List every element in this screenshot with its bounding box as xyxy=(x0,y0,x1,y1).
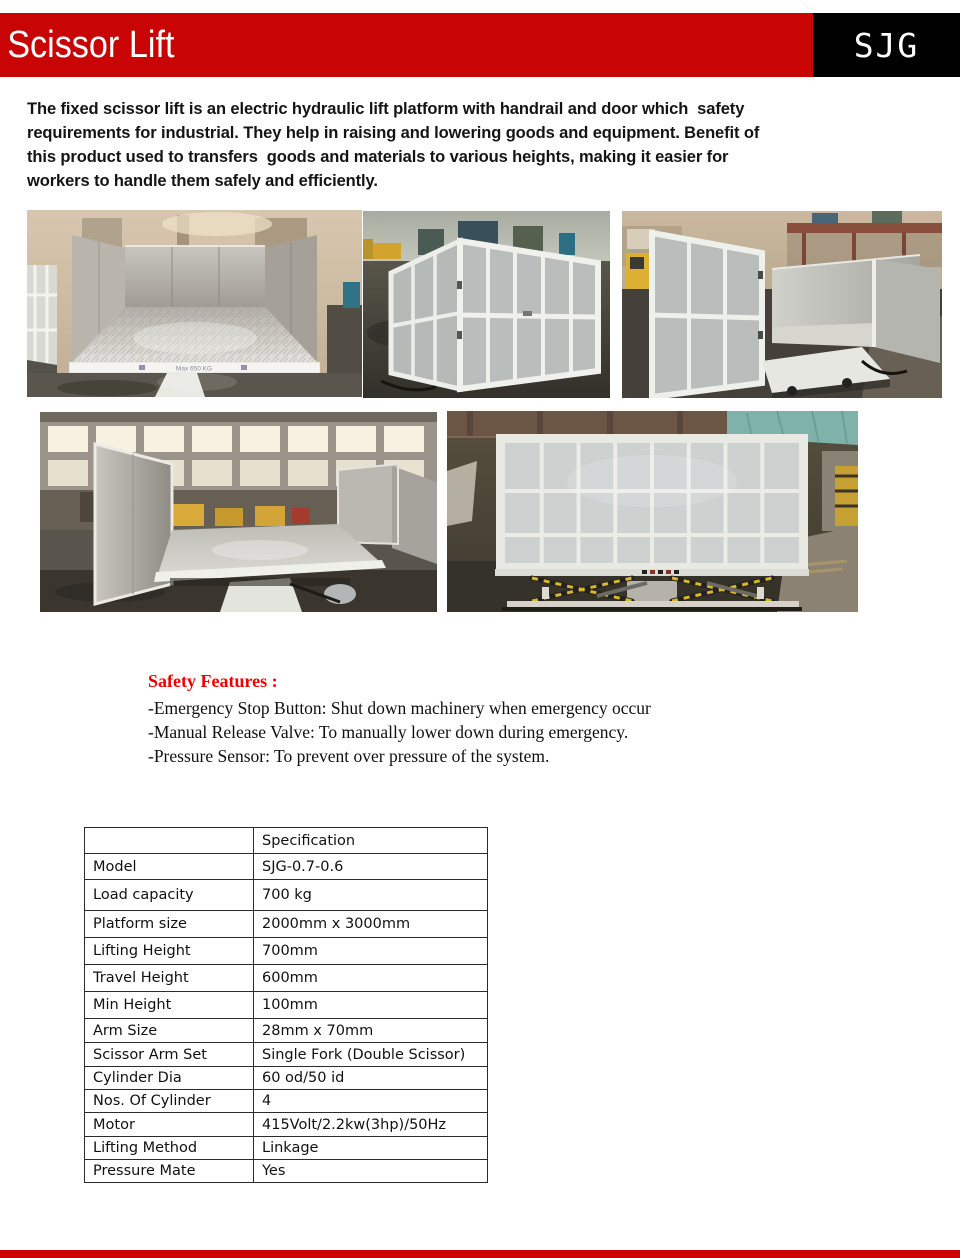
footer-accent-bar xyxy=(0,1250,960,1258)
spec-label: Nos. Of Cylinder xyxy=(85,1090,254,1113)
table-row xyxy=(85,880,488,911)
spec-value: Linkage xyxy=(254,1137,488,1160)
spec-value: 700mm xyxy=(254,938,488,965)
description-line: this product used to transfers goods and materials to various heights, making it easier for xyxy=(27,148,729,166)
spec-label: Pressure Mate xyxy=(85,1160,254,1183)
spec-header-empty-cell xyxy=(85,828,254,854)
spec-value: Yes xyxy=(254,1160,488,1183)
table-row xyxy=(85,1137,488,1160)
spec-value: 4 xyxy=(254,1090,488,1113)
specification-table xyxy=(84,827,488,1183)
safety-item: -Pressure Sensor: To prevent over pressure of the system. xyxy=(148,746,550,766)
spec-label: Load capacity xyxy=(85,880,254,911)
table-row xyxy=(85,992,488,1019)
spec-value: 700 kg xyxy=(254,880,488,911)
description-line: workers to handle them safely and efficiently. xyxy=(27,172,378,190)
photo-platform-gates-open xyxy=(40,412,437,612)
header-red-strip xyxy=(0,13,813,77)
photo-platform-front-open xyxy=(27,210,362,397)
photo-cage-open-walls xyxy=(622,211,942,398)
safety-features-heading: Safety Features : xyxy=(148,671,278,691)
spec-header-cell: Specification xyxy=(254,828,488,854)
spec-label: Platform size xyxy=(85,911,254,938)
description-line: requirements for industrial. They help in raising and lowering goods and equipment. Benefit of xyxy=(27,124,760,142)
photo-cage-corner xyxy=(363,211,610,398)
spec-value: 415Volt/2.2kw(3hp)/50Hz xyxy=(254,1113,488,1137)
spec-value: 2000mm x 3000mm xyxy=(254,911,488,938)
description-line: The fixed scissor lift is an electric hydraulic lift platform with handrail and door which safety xyxy=(27,100,745,118)
spec-label: Cylinder Dia xyxy=(85,1067,254,1090)
page-title: Scissor Lift xyxy=(7,23,175,66)
table-row xyxy=(85,965,488,992)
spec-label: Min Height xyxy=(85,992,254,1019)
table-row xyxy=(85,1019,488,1043)
spec-label: Model xyxy=(85,854,254,880)
spec-label: Lifting Method xyxy=(85,1137,254,1160)
header-banner xyxy=(0,13,960,77)
brand-logo: SJG xyxy=(813,13,960,77)
spec-label: Scissor Arm Set xyxy=(85,1043,254,1067)
table-row xyxy=(85,938,488,965)
product-description xyxy=(27,97,759,193)
spec-value: 600mm xyxy=(254,965,488,992)
table-row xyxy=(85,911,488,938)
table-row xyxy=(85,1067,488,1090)
spec-label: Lifting Height xyxy=(85,938,254,965)
safety-item: -Manual Release Valve: To manually lower down during emergency. xyxy=(148,722,629,742)
spec-value: 100mm xyxy=(254,992,488,1019)
spec-label: Motor xyxy=(85,1113,254,1137)
table-row xyxy=(85,1090,488,1113)
max-load-label: Max 650 KG xyxy=(175,365,213,373)
safety-features-section xyxy=(148,669,651,768)
spec-value: 28mm x 70mm xyxy=(254,1019,488,1043)
table-row xyxy=(85,854,488,880)
spec-label: Arm Size xyxy=(85,1019,254,1043)
spec-value: 60 od/50 id xyxy=(254,1067,488,1090)
table-row xyxy=(85,1043,488,1067)
safety-item: -Emergency Stop Button: Shut down machinery when emergency occur xyxy=(148,698,651,718)
table-row xyxy=(85,1113,488,1137)
table-row xyxy=(85,1160,488,1183)
spec-value: SJG-0.7-0.6 xyxy=(254,854,488,880)
photo-scissor-lift-side xyxy=(447,411,858,612)
table-header-row xyxy=(85,828,488,854)
spec-value: Single Fork (Double Scissor) xyxy=(254,1043,488,1067)
spec-label: Travel Height xyxy=(85,965,254,992)
